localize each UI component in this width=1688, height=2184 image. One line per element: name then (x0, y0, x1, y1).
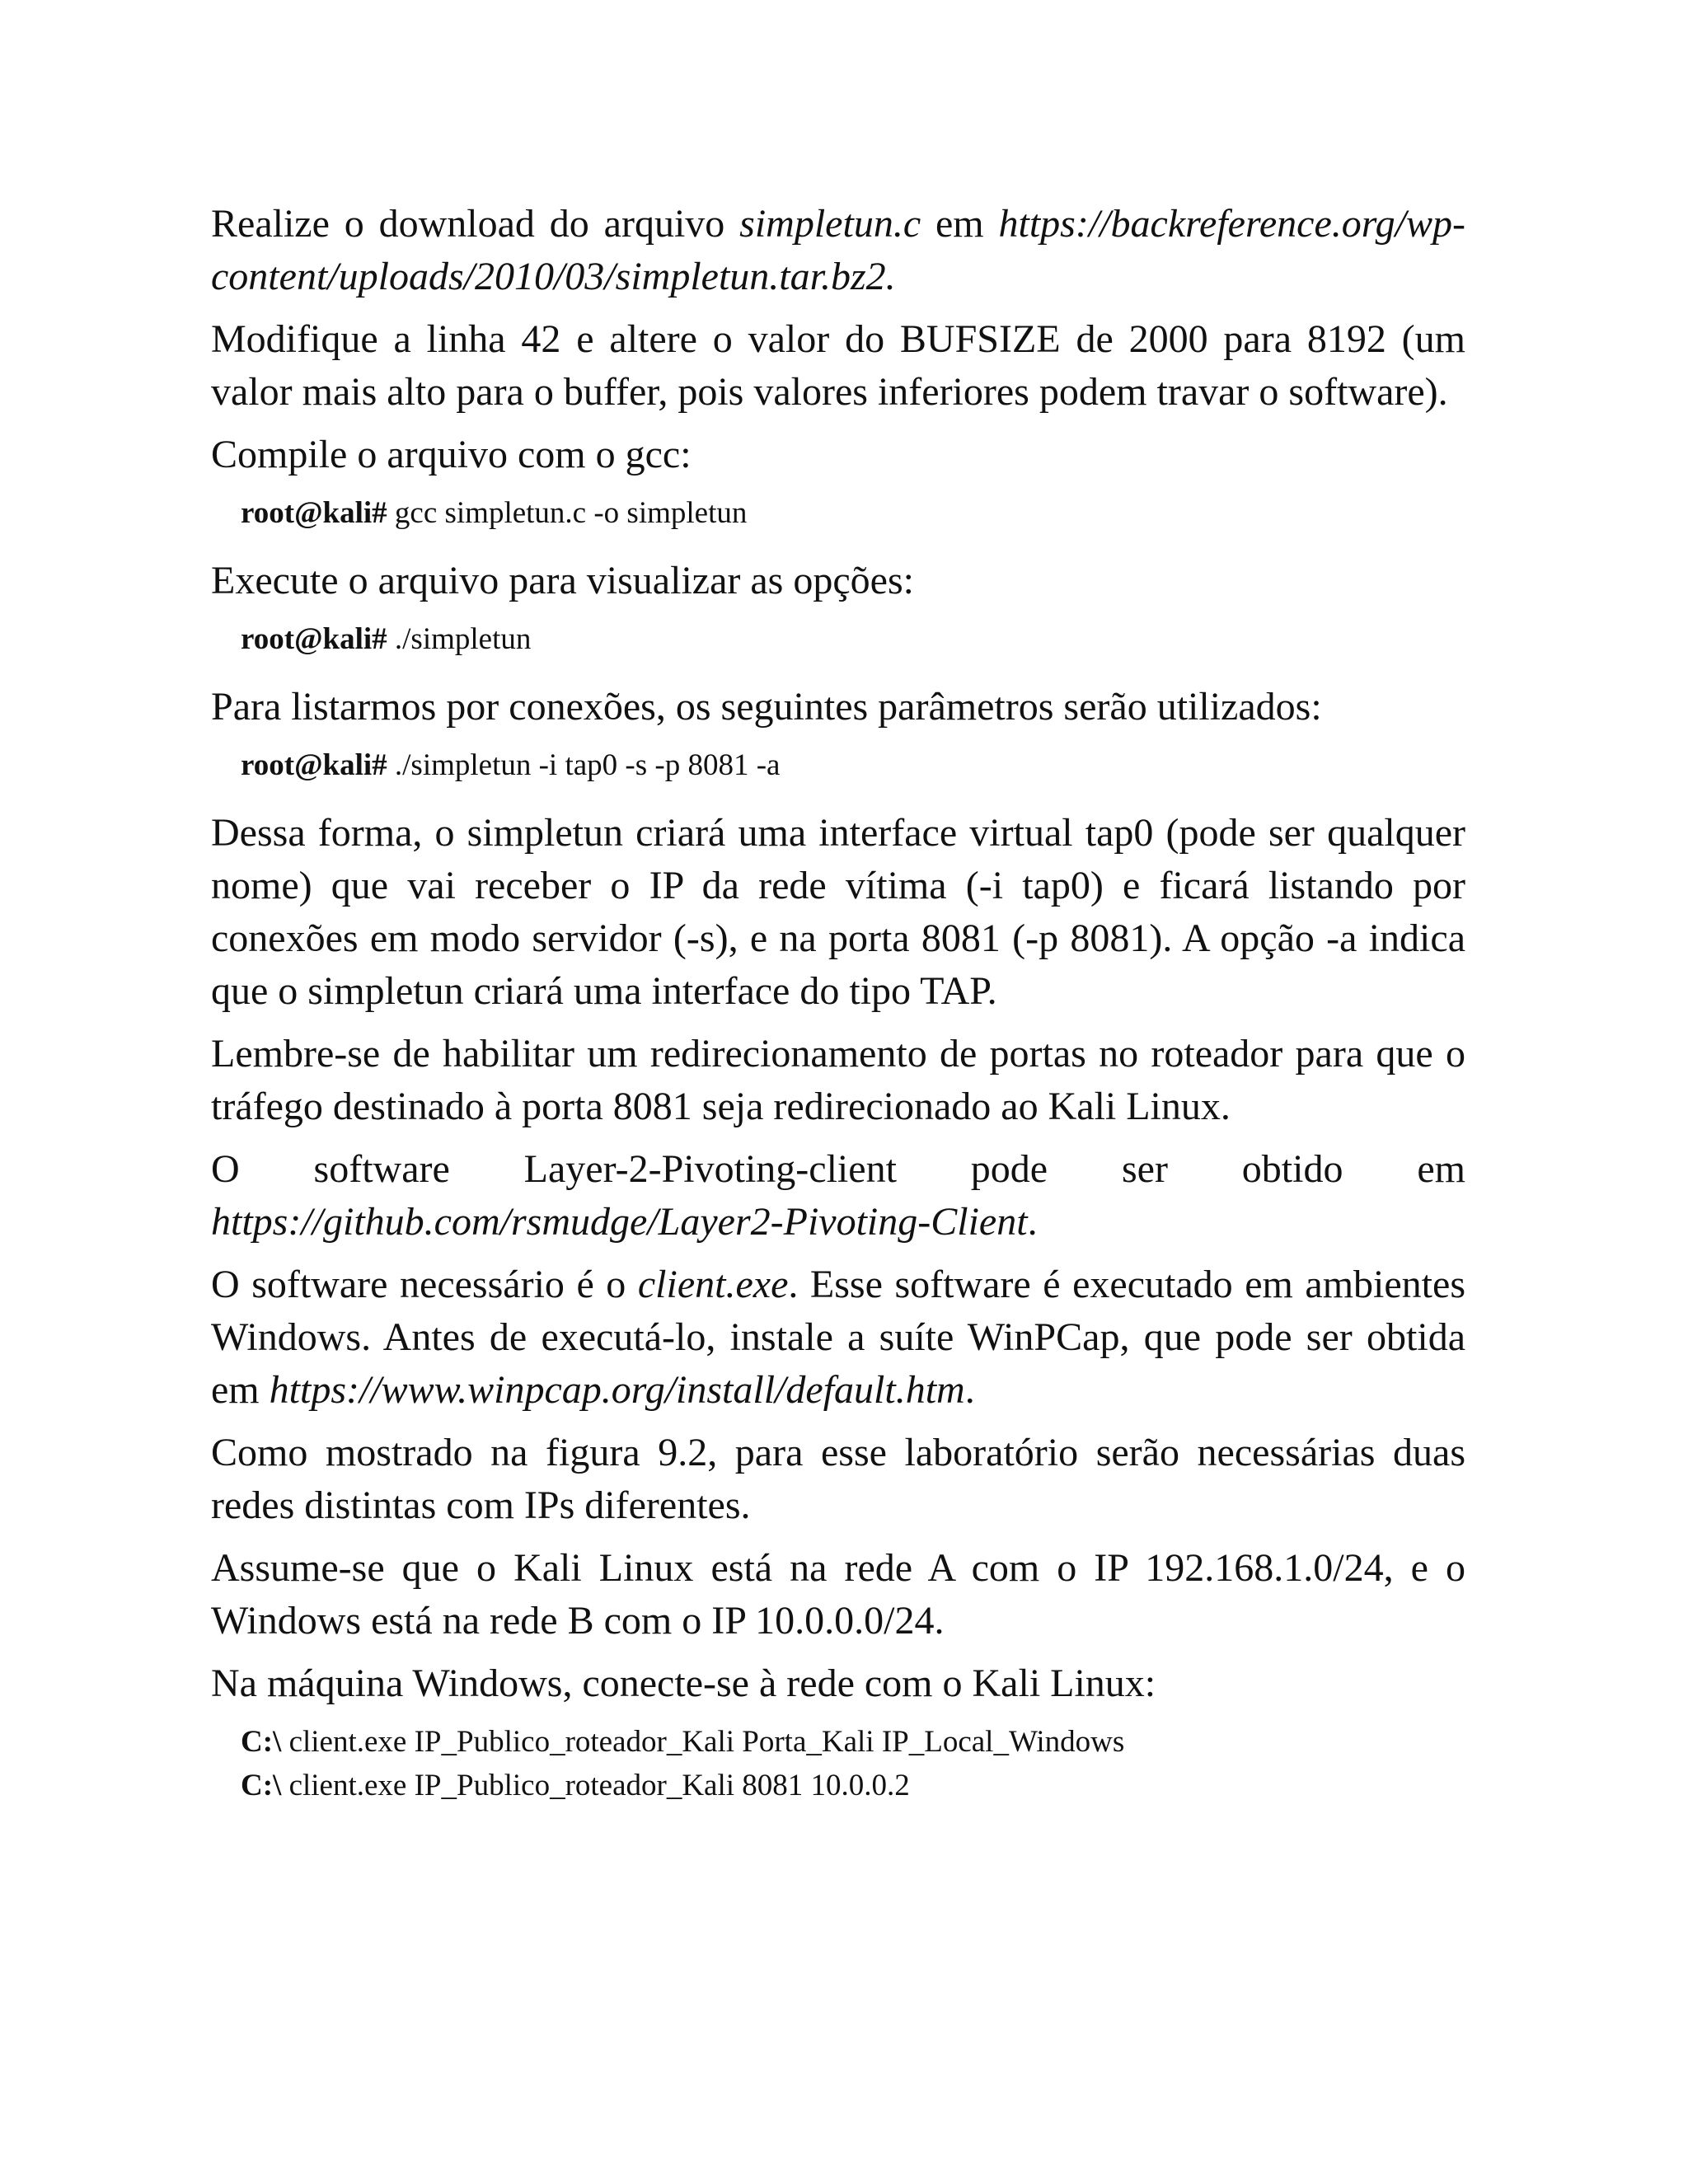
command-line (241, 1720, 1465, 1764)
paragraph-parameters: Para listarmos por conexões, os seguintes parâmetros serão utilizados: (211, 685, 1322, 729)
paragraph-figure-reference: Como mostrado na figura 9.2, para esse laboratório serão necessárias duas redes distintas com IPs diferentes. (211, 1431, 1465, 1527)
url-github: https://github.com/rsmudge/Layer2-Pivoting-Client (211, 1200, 1028, 1244)
command-line (241, 743, 1465, 787)
document-page (211, 198, 1465, 1827)
paragraph-text: . Esse software é executado em ambientes Windows. Antes de executá-lo, instale a suíte WinPCap, que pode ser obtida em (211, 1263, 1466, 1412)
filename-client-exe: client.exe (637, 1263, 789, 1306)
paragraph-layer2-client (211, 1143, 1465, 1249)
paragraph-text: em (921, 202, 999, 246)
command-block-compile (241, 491, 1465, 535)
paragraph-client-exe (211, 1258, 1465, 1417)
paragraph-text: Realize o download do arquivo (211, 202, 740, 246)
paragraph-networks: Assume-se que o Kali Linux está na rede A com o IP 192.168.1.0/24, e o Windows está na rede B com o IP 10.0.0.0/24. (211, 1546, 1465, 1643)
command-text: client.exe IP_Publico_roteador_Kali Porta_Kali IP_Local_Windows (281, 1725, 1125, 1759)
paragraph-execute: Execute o arquivo para visualizar as opções: (211, 559, 914, 602)
command-line (241, 491, 1465, 535)
command-text: ./simpletun -i tap0 -s -p 8081 -a (387, 748, 781, 782)
shell-prompt: root@kali# (241, 748, 387, 782)
paragraph-download (211, 198, 1465, 303)
paragraph-port-forward: Lembre-se de habilitar um redirecionamento de portas no roteador para que o tráfego destinado à porta 8081 seja redirecionado ao Kali Linux. (211, 1032, 1465, 1128)
paragraph-tap-interface: Dessa forma, o simpletun criará uma interface virtual tap0 (pode ser qualquer nome) que vai receber o IP da rede vítima (-i tap0) e ficará listando por conexões em modo servidor (-s), e na porta 8081 (-p 8081). A opção -a indica que o simpletun criará uma interface do tipo TAP. (211, 811, 1465, 1013)
paragraph-text: . (964, 1368, 975, 1412)
command-line (241, 1764, 1465, 1807)
shell-prompt: root@kali# (241, 496, 387, 530)
filename-simpletun: simpletun.c (739, 202, 921, 246)
paragraph-text: O software necessário é o (211, 1263, 638, 1306)
command-line (241, 617, 1465, 661)
shell-prompt: C:\ (241, 1769, 282, 1802)
paragraph-bufsize: Modifique a linha 42 e altere o valor do BUFSIZE de 2000 para 8192 (um valor mais alto para o buffer, pois valores inferiores podem travar o software). (211, 317, 1465, 414)
command-block-client (241, 1720, 1465, 1807)
shell-prompt: C:\ (241, 1725, 282, 1759)
paragraph-text: O software Layer-2-Pivoting-client pode ser obtido em (211, 1147, 1465, 1191)
paragraph-text: . (1027, 1200, 1038, 1244)
command-block-listen (241, 743, 1465, 787)
command-block-execute (241, 617, 1465, 661)
url-backreference: https://backreference.org/wp-content/uploads/2010/03/simpletun.tar.bz2. (211, 202, 1466, 298)
command-text: ./simpletun (387, 622, 532, 656)
shell-prompt: root@kali# (241, 622, 387, 656)
command-text: client.exe IP_Publico_roteador_Kali 8081 10.0.0.2 (281, 1769, 910, 1802)
url-winpcap: https://www.winpcap.org/install/default.htm (269, 1368, 965, 1412)
paragraph-compile: Compile o arquivo com o gcc: (211, 433, 692, 476)
paragraph-windows-connect: Na máquina Windows, conecte-se à rede com o Kali Linux: (211, 1661, 1156, 1705)
command-text: gcc simpletun.c -o simpletun (387, 496, 748, 530)
